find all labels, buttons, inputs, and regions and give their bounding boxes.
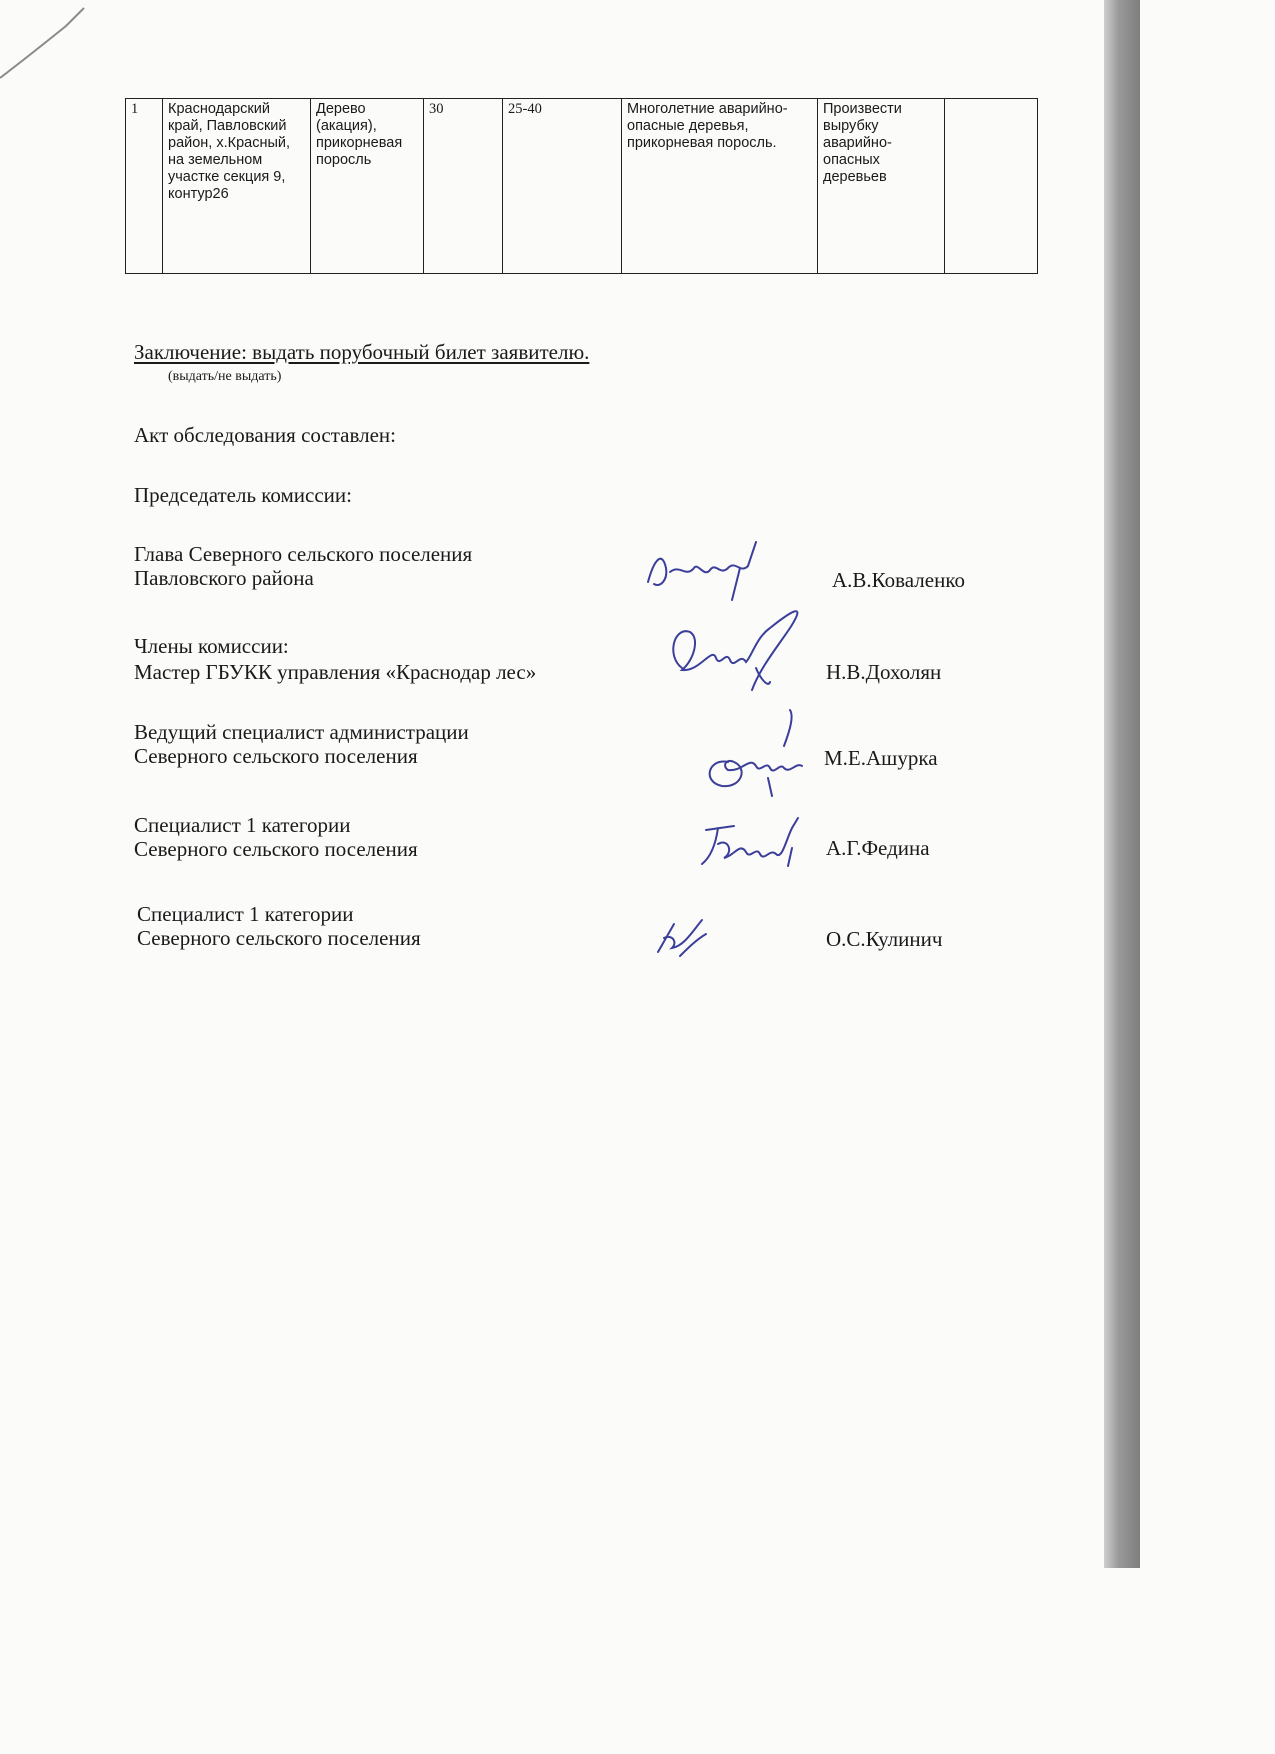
signature-member-4 (644, 912, 724, 964)
cell-action: Произвести вырубку аварийно-опасных деревьев (818, 99, 945, 274)
act-compiled-heading: Акт обследования составлен: (134, 423, 397, 447)
role-line: Северного сельского поселения (137, 926, 421, 950)
member-role (134, 813, 418, 861)
cell-species: Дерево (акация), прикорневая поросль (311, 99, 424, 274)
folded-corner-mark (0, 0, 110, 90)
conclusion-hint: (выдать/не выдать) (168, 369, 282, 384)
cell-note (945, 99, 1038, 274)
member-role (134, 720, 469, 768)
conclusion-text: Заключение: выдать порубочный билет заявителю. (134, 340, 590, 364)
member-name: Н.В.Дохолян (826, 660, 942, 684)
signature-chairman (640, 538, 770, 604)
role-line: Специалист 1 категории (137, 902, 354, 926)
role-line: Павловского района (134, 566, 314, 590)
signature-member-1 (660, 598, 810, 698)
role-line: Мастер ГБУКК управления «Краснодар лес» (134, 660, 537, 684)
chairman-role (134, 542, 472, 590)
table-row (126, 99, 1038, 274)
chairman-name: А.В.Коваленко (832, 568, 965, 592)
member-role (137, 902, 421, 950)
members-heading: Члены комиссии: (134, 634, 289, 658)
role-line: Северного сельского поселения (134, 744, 418, 768)
cell-diameter: 25-40 (503, 99, 622, 274)
cell-condition: Многолетние аварийно-опасные деревья, прикорневая поросль. (622, 99, 818, 274)
role-line: Специалист 1 категории (134, 813, 351, 837)
chairman-heading: Председатель комиссии: (134, 483, 352, 507)
member-name: М.Е.Ашурка (824, 746, 938, 770)
scan-edge-shadow (1104, 0, 1140, 1568)
role-line: Ведущий специалист администрации (134, 720, 469, 744)
member-name: О.С.Кулинич (826, 927, 943, 951)
role-line: Глава Северного сельского поселения (134, 542, 473, 566)
cell-location: Краснодарский край, Павловский район, х.Красный, на земельном участке секция 9, контур26 (163, 99, 311, 274)
signature-member-3 (694, 808, 814, 878)
cell-quantity: 30 (424, 99, 503, 274)
role-line: Северного сельского поселения (134, 837, 418, 861)
signature-member-2 (698, 706, 818, 798)
survey-table (125, 98, 1038, 274)
cell-number: 1 (126, 99, 163, 274)
member-role (134, 660, 536, 684)
member-name: А.Г.Федина (826, 836, 930, 860)
